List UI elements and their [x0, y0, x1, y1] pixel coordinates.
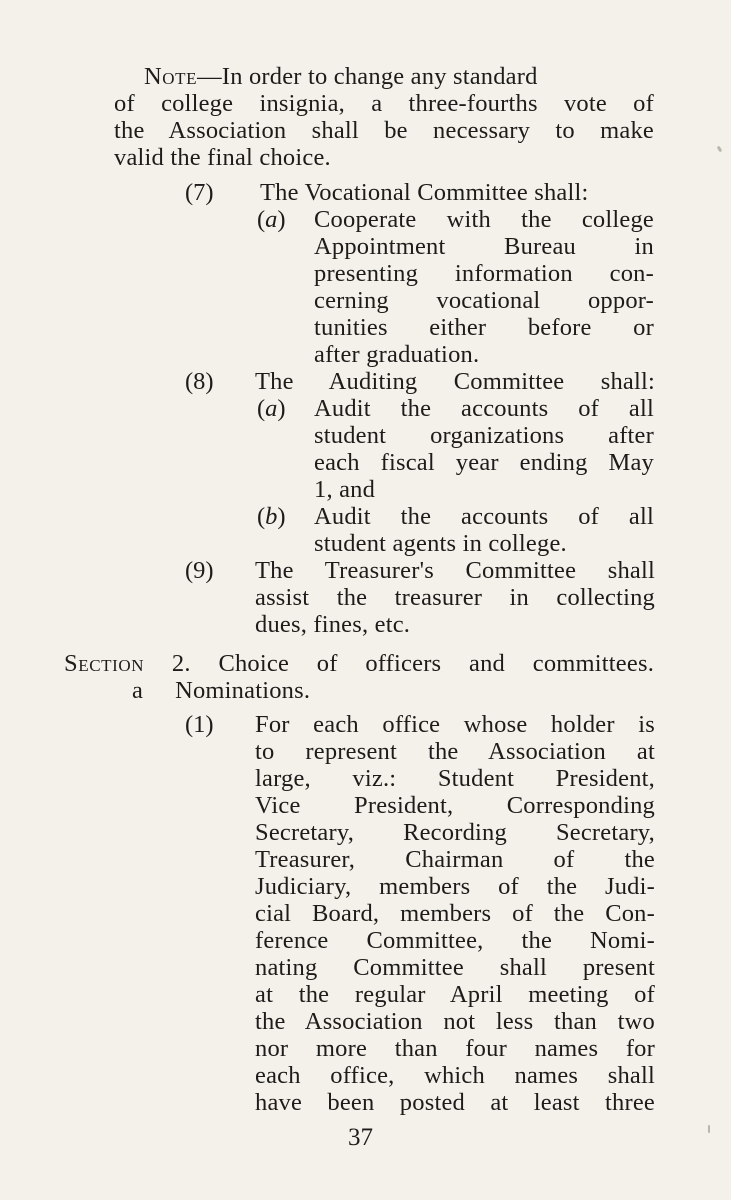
item-7-heading: The Vocational Committee shall:: [260, 179, 589, 206]
item-1-line-15: have been posted at least three: [255, 1089, 655, 1116]
item-9-line-3: dues, fines, etc.: [255, 611, 411, 638]
item-1-line-8: cial Board, members of the Con-: [255, 900, 655, 927]
item-8b-line-1: Audit the accounts of all: [314, 503, 654, 530]
item-1-line-13: nor more than four names for: [255, 1035, 655, 1062]
item-9-line-1: The Treasurer's Committee shall: [255, 557, 655, 584]
item-8-heading: The Auditing Committee shall:: [255, 368, 655, 395]
subsection-title: Nominations.: [175, 677, 311, 704]
item-1-line-9: ference Committee, the Nomi-: [255, 927, 655, 954]
item-8a-line-4: 1, and: [314, 476, 376, 503]
item-1-line-12: the Association not less than two: [255, 1008, 655, 1035]
item-1-number: (1): [185, 711, 214, 738]
subsection-mark: a: [132, 677, 144, 704]
item-8-number: (8): [185, 368, 214, 395]
item-8a-line-3: each fiscal year ending May: [314, 449, 654, 476]
note-line-2: of college insignia, a three-fourths vote of: [114, 90, 654, 117]
section-heading: Section 2. Choice of officers and committees.: [64, 650, 655, 677]
item-1-line-10: nating Committee shall present: [255, 954, 655, 981]
item-1-line-11: at the regular April meeting of: [255, 981, 655, 1008]
item-1-line-3: large, viz.: Student President,: [255, 765, 655, 792]
note-line-1: [144, 63, 538, 90]
page-number: 37: [348, 1124, 373, 1151]
item-8b-line-2: student agents in college.: [314, 530, 567, 557]
item-1-line-6: Treasurer, Chairman of the: [255, 846, 655, 873]
item-7a-line-3: presenting information con-: [314, 260, 654, 287]
subsection-heading: [132, 677, 310, 704]
item-8a-line-2: student organizations after: [314, 422, 654, 449]
item-1-line-4: Vice President, Corresponding: [255, 792, 655, 819]
note-text: —In order to change any standard: [197, 63, 538, 90]
item-7-number: (7): [185, 179, 214, 206]
item-9-number: (9): [185, 557, 214, 584]
item-1-line-2: to represent the Association at: [255, 738, 655, 765]
item-7a-mark: (a): [257, 206, 286, 233]
scan-speck: [717, 146, 723, 153]
item-7a-line-2: Appointment Bureau in: [314, 233, 654, 260]
item-7a-line-5: tunities either before or: [314, 314, 654, 341]
item-8a-line-1: Audit the accounts of all: [314, 395, 654, 422]
item-1-line-14: each office, which names shall: [255, 1062, 655, 1089]
scan-speck: [708, 1125, 710, 1133]
note-label: Note: [144, 63, 198, 90]
item-1-line-7: Judiciary, members of the Judi-: [255, 873, 655, 900]
section-title: Choice of officers and committees.: [218, 650, 655, 677]
item-8b-mark: (b): [257, 503, 286, 530]
item-9-line-2: assist the treasurer in collecting: [255, 584, 655, 611]
item-7a-line-6: after graduation.: [314, 341, 480, 368]
note-line-4: valid the final choice.: [114, 144, 331, 171]
item-7a-line-4: cerning vocational oppor-: [314, 287, 654, 314]
item-7a-line-1: Cooperate with the college: [314, 206, 654, 233]
item-1-line-1: For each office whose holder is: [255, 711, 655, 738]
note-line-3: the Association shall be necessary to make: [114, 117, 654, 144]
item-8a-mark: (a): [257, 395, 286, 422]
item-1-line-5: Secretary, Recording Secretary,: [255, 819, 655, 846]
